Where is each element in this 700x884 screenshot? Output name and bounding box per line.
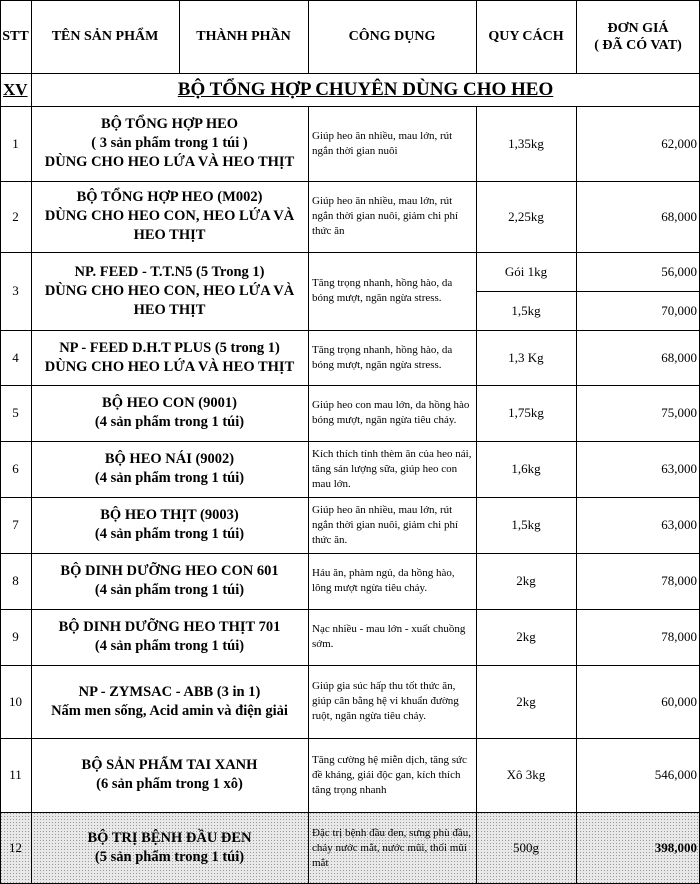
product-name-line: (5 sản phẩm trong 1 túi) bbox=[94, 849, 245, 865]
product-spec: 500g bbox=[513, 840, 539, 855]
product-usage: Đặc trị bệnh đầu đen, sưng phù đầu, chảy nước mắt, nước mũi, thối mũi mắt bbox=[312, 826, 472, 869]
product-spec: 1,3 Kg bbox=[508, 349, 544, 365]
row-divider bbox=[0, 0, 700, 1]
product-name bbox=[31, 181, 308, 252]
header-stt: STT bbox=[2, 29, 29, 44]
product-usage: Giúp heo con mau lớn, da hồng hào bóng mượt, ngăn ngừa tiêu chảy. bbox=[312, 399, 470, 426]
row-stt: 5 bbox=[12, 405, 19, 420]
row-divider bbox=[0, 497, 700, 498]
product-usage: Kích thích tính thèm ăn của heo nái, tăng sản lượng sữa, giúp heo con mau lớn. bbox=[312, 447, 472, 490]
product-name-line: NP - FEED D.H.T PLUS (5 trong 1) bbox=[59, 339, 280, 356]
product-name-line: BỘ HEO CON (9001) bbox=[102, 395, 237, 411]
row-divider bbox=[0, 665, 700, 666]
product-name bbox=[31, 812, 308, 884]
product-price: 546,000 bbox=[654, 767, 697, 782]
product-name-line: (4 sản phẩm trong 1 túi) bbox=[94, 470, 245, 486]
product-usage: Tăng trọng nhanh, hồng hào, da bóng mượt, ngăn ngừa stress. bbox=[312, 277, 453, 304]
header-product-name: TÊN SẢN PHẨM bbox=[51, 29, 159, 44]
row-stt: 12 bbox=[9, 840, 22, 855]
row-divider bbox=[0, 73, 700, 74]
row-divider bbox=[0, 252, 700, 253]
product-usage: Giúp gia súc hấp thu tốt thức ăn, giúp cân bằng hệ vi khuẩn đường ruột, ngăn ngừa tiêu chảy. bbox=[312, 680, 459, 722]
product-name-line: Nấm men sống, Acid amin và điện giải bbox=[51, 702, 288, 719]
product-usage: Tăng cường hệ miễn dịch, tăng sức đề kháng, giải độc gan, kích thích tăng trọng nhanh bbox=[312, 753, 467, 796]
product-name bbox=[31, 441, 308, 497]
product-name bbox=[31, 665, 308, 738]
product-usage: Giúp heo ăn nhiều, mau lớn, rút ngắn thời gian nuôi, giảm chi phí thức ăn bbox=[312, 195, 459, 237]
product-name-line: NP - ZYMSAC - ABB (3 in 1) bbox=[78, 683, 261, 700]
product-name-line: DÙNG CHO HEO LỨA VÀ HEO THỊT bbox=[44, 154, 295, 170]
product-name-line: (4 sản phẩm trong 1 túi) bbox=[94, 638, 245, 654]
row-divider bbox=[0, 441, 700, 442]
product-name-line: ( 3 sản phẩm trong 1 túi ) bbox=[91, 135, 248, 151]
product-spec: 2,25kg bbox=[508, 208, 544, 224]
product-name bbox=[31, 553, 308, 609]
row-divider bbox=[0, 738, 700, 739]
product-name-line: BỘ SẢN PHẨM TAI XANH bbox=[81, 757, 258, 773]
product-usage: Tăng trọng nhanh, hồng hào, da bóng mượt, ngăn ngừa stress. bbox=[312, 343, 453, 371]
column-divider bbox=[476, 106, 477, 884]
product-name bbox=[31, 385, 308, 441]
product-price: 56,000 bbox=[661, 263, 697, 279]
column-divider bbox=[476, 0, 477, 73]
product-price: 63,000 bbox=[661, 517, 697, 532]
product-spec: 1,35kg bbox=[508, 135, 544, 151]
product-price: 78,000 bbox=[661, 573, 697, 588]
product-spec: 1,5kg bbox=[511, 517, 541, 532]
row-stt: 2 bbox=[12, 208, 19, 224]
product-price: 60,000 bbox=[661, 693, 697, 709]
row-divider bbox=[0, 609, 700, 610]
column-divider bbox=[308, 106, 309, 884]
product-name-line: BỘ TỔNG HỢP HEO bbox=[100, 116, 239, 132]
product-usage: Giúp heo ăn nhiều, mau lớn, rút ngắn thời gian nuôi, giảm chi phí thức ăn. bbox=[312, 503, 459, 546]
product-name-line: BỘ HEO NÁI (9002) bbox=[104, 451, 235, 467]
product-spec: 2kg bbox=[516, 573, 536, 588]
product-price: 75,000 bbox=[661, 405, 697, 420]
product-price: 63,000 bbox=[661, 461, 697, 476]
column-divider bbox=[576, 106, 577, 884]
product-name-line: DÙNG CHO HEO CON, HEO LỨA VÀ HEO THỊT bbox=[44, 208, 295, 243]
product-name bbox=[31, 330, 308, 385]
row-stt: 3 bbox=[12, 283, 19, 298]
row-divider bbox=[0, 812, 700, 813]
row-stt: 9 bbox=[12, 629, 19, 644]
product-name-line: (4 sản phẩm trong 1 túi) bbox=[94, 582, 245, 598]
product-price: 398,000 bbox=[654, 840, 697, 855]
product-spec: 1,6kg bbox=[511, 461, 541, 476]
product-name-line: DÙNG CHO HEO LỨA VÀ HEO THỊT bbox=[44, 358, 295, 375]
product-price: 78,000 bbox=[661, 629, 697, 644]
row-divider bbox=[0, 330, 700, 331]
column-divider bbox=[31, 0, 32, 884]
product-spec: Gói 1kg bbox=[504, 263, 548, 279]
row-stt: 4 bbox=[12, 349, 19, 365]
product-price: 62,000 bbox=[661, 135, 697, 151]
column-divider bbox=[576, 0, 577, 73]
header-price-line2: ( ĐÃ CÓ VAT) bbox=[594, 37, 682, 53]
column-divider bbox=[0, 0, 1, 884]
product-name-line: BỘ DINH DƯỠNG HEO CON 601 bbox=[60, 563, 279, 579]
product-name bbox=[31, 106, 308, 181]
product-price: 68,000 bbox=[661, 349, 697, 365]
header-price-line1: ĐƠN GIÁ bbox=[607, 20, 669, 36]
product-name-line: BỘ TRỊ BỆNH ĐẦU ĐEN bbox=[87, 830, 252, 846]
header-ingredients: THÀNH PHẦN bbox=[196, 29, 291, 44]
row-stt: 7 bbox=[12, 517, 19, 532]
header-price bbox=[576, 0, 700, 73]
section-title: BỘ TỔNG HỢP CHUYÊN DÙNG CHO HEO bbox=[177, 78, 554, 100]
product-price: 68,000 bbox=[661, 208, 697, 224]
product-name-line: BỘ DINH DƯỠNG HEO THỊT 701 bbox=[58, 619, 281, 635]
product-name-line: NP. FEED - T.T.N5 (5 Trong 1) bbox=[74, 263, 265, 280]
product-name bbox=[31, 252, 308, 330]
product-name-line: (6 sản phẩm trong 1 xô) bbox=[96, 776, 243, 792]
row-divider bbox=[0, 385, 700, 386]
row-stt: 1 bbox=[12, 135, 19, 151]
row-stt: 8 bbox=[12, 573, 19, 588]
product-name bbox=[31, 497, 308, 553]
product-name-line: (4 sản phẩm trong 1 túi) bbox=[94, 414, 245, 430]
product-price: 70,000 bbox=[661, 302, 697, 318]
product-name-line: BỘ HEO THỊT (9003) bbox=[100, 507, 239, 523]
product-name-line: (4 sản phẩm trong 1 túi) bbox=[94, 526, 245, 542]
header-packaging: QUY CÁCH bbox=[488, 29, 564, 44]
column-divider bbox=[308, 0, 309, 73]
row-divider bbox=[0, 106, 700, 107]
product-spec: 2kg bbox=[516, 693, 536, 709]
row-stt: 6 bbox=[12, 461, 19, 476]
product-spec: Xô 3kg bbox=[506, 767, 546, 782]
product-spec: 2kg bbox=[516, 629, 536, 644]
product-spec: 1,5kg bbox=[511, 302, 541, 318]
section-number: XV bbox=[3, 79, 28, 99]
product-usage: Giúp heo ăn nhiều, mau lớn, rút ngắn thời gian nuôi bbox=[312, 129, 453, 157]
product-usage: Háu ăn, phàm ngủ, da hồng hào, lông mượt ngừa tiêu chảy. bbox=[312, 567, 455, 594]
header-usage: CÔNG DỤNG bbox=[348, 29, 436, 44]
row-divider bbox=[0, 553, 700, 554]
row-stt: 10 bbox=[9, 693, 22, 709]
product-name-line: DÙNG CHO HEO CON, HEO LỨA VÀ HEO THỊT bbox=[44, 282, 295, 318]
row-stt: 11 bbox=[9, 767, 22, 782]
row-divider bbox=[476, 291, 700, 292]
product-usage: Nạc nhiều - mau lớn - xuất chuồng sớm. bbox=[312, 623, 466, 650]
product-spec: 1,75kg bbox=[508, 405, 544, 420]
product-name-line: BỘ TỔNG HỢP HEO (M002) bbox=[76, 189, 263, 205]
product-name bbox=[31, 738, 308, 812]
column-divider bbox=[179, 0, 180, 73]
product-name bbox=[31, 609, 308, 665]
row-divider bbox=[0, 181, 700, 182]
